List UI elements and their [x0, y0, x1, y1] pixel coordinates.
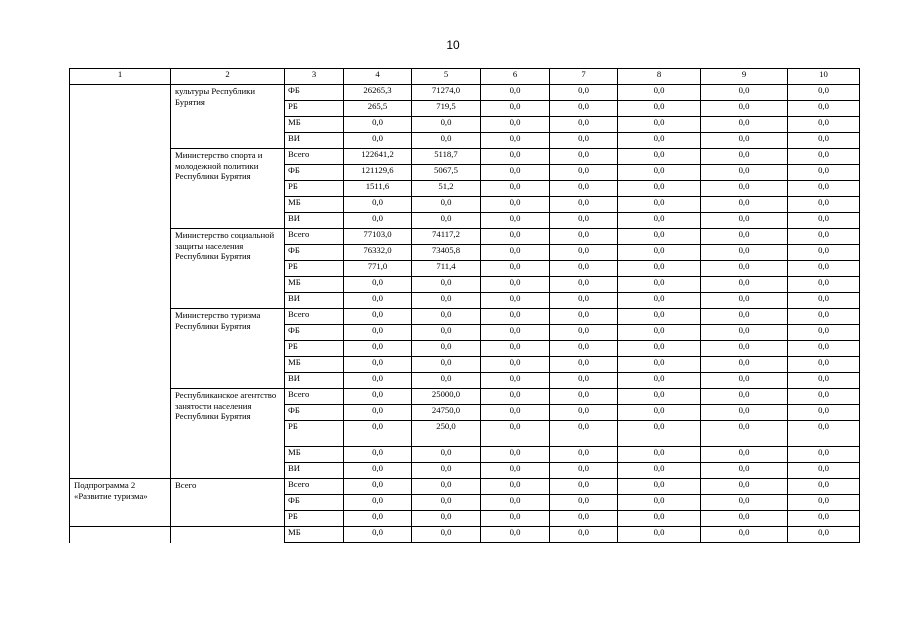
value-cell: 0,0: [344, 309, 412, 325]
value-cell: 0,0: [344, 197, 412, 213]
value-cell: 76332,0: [344, 245, 412, 261]
value-cell: 0,0: [701, 213, 788, 229]
value-cell: 51,2: [412, 181, 481, 197]
value-cell: 0,0: [412, 309, 481, 325]
section-cell: [70, 527, 171, 543]
organization-cell: Министерство туризма Республики Бурятия: [171, 309, 285, 389]
table-row: [70, 389, 860, 405]
column-header: 4: [344, 69, 412, 85]
value-cell: 0,0: [412, 213, 481, 229]
value-cell: 0,0: [788, 197, 860, 213]
value-cell: 0,0: [344, 373, 412, 389]
value-cell: 0,0: [412, 117, 481, 133]
value-cell: 0,0: [618, 149, 701, 165]
value-cell: 0,0: [701, 229, 788, 245]
value-cell: 0,0: [618, 325, 701, 341]
fund-source-cell: РБ: [285, 181, 344, 197]
value-cell: 771,0: [344, 261, 412, 277]
value-cell: 0,0: [550, 165, 618, 181]
value-cell: 0,0: [481, 85, 550, 101]
value-cell: 0,0: [788, 261, 860, 277]
fund-source-cell: ВИ: [285, 213, 344, 229]
value-cell: 0,0: [412, 357, 481, 373]
value-cell: 0,0: [481, 511, 550, 527]
value-cell: 0,0: [618, 165, 701, 181]
value-cell: 0,0: [412, 447, 481, 463]
column-header: 7: [550, 69, 618, 85]
value-cell: 0,0: [550, 389, 618, 405]
value-cell: 0,0: [412, 325, 481, 341]
value-cell: 0,0: [481, 197, 550, 213]
value-cell: 0,0: [701, 527, 788, 543]
fund-source-cell: ФБ: [285, 405, 344, 421]
fund-source-cell: РБ: [285, 341, 344, 357]
value-cell: 0,0: [618, 133, 701, 149]
column-header: 10: [788, 69, 860, 85]
value-cell: 0,0: [618, 373, 701, 389]
fund-source-cell: МБ: [285, 117, 344, 133]
fund-source-cell: РБ: [285, 261, 344, 277]
section-cell: Подпрограмма 2 «Развитие туризма»: [70, 479, 171, 527]
value-cell: 0,0: [701, 373, 788, 389]
value-cell: 0,0: [788, 213, 860, 229]
value-cell: 0,0: [788, 101, 860, 117]
fund-source-cell: ВИ: [285, 293, 344, 309]
fund-source-cell: РБ: [285, 421, 344, 447]
value-cell: 0,0: [618, 527, 701, 543]
value-cell: 0,0: [550, 293, 618, 309]
value-cell: 0,0: [788, 245, 860, 261]
value-cell: 0,0: [788, 293, 860, 309]
column-header: 8: [618, 69, 701, 85]
value-cell: 0,0: [550, 325, 618, 341]
table-row: [70, 149, 860, 165]
value-cell: 0,0: [788, 165, 860, 181]
value-cell: 0,0: [550, 373, 618, 389]
value-cell: 0,0: [412, 495, 481, 511]
page-number: 10: [446, 38, 460, 52]
value-cell: 0,0: [550, 213, 618, 229]
value-cell: 0,0: [344, 389, 412, 405]
value-cell: 0,0: [550, 181, 618, 197]
value-cell: 0,0: [344, 511, 412, 527]
value-cell: 0,0: [412, 511, 481, 527]
value-cell: 122641,2: [344, 149, 412, 165]
value-cell: 0,0: [412, 527, 481, 543]
value-cell: 0,0: [481, 309, 550, 325]
fund-source-cell: Всего: [285, 149, 344, 165]
value-cell: 0,0: [788, 277, 860, 293]
value-cell: 0,0: [344, 277, 412, 293]
value-cell: 0,0: [550, 405, 618, 421]
value-cell: 0,0: [701, 341, 788, 357]
column-header: 9: [701, 69, 788, 85]
value-cell: 0,0: [618, 511, 701, 527]
value-cell: 0,0: [344, 479, 412, 495]
organization-cell: Республиканское агентство занятости населения Республики Бурятия: [171, 389, 285, 479]
value-cell: 0,0: [344, 133, 412, 149]
value-cell: 0,0: [701, 447, 788, 463]
value-cell: 0,0: [550, 357, 618, 373]
fund-source-cell: МБ: [285, 357, 344, 373]
value-cell: 0,0: [701, 389, 788, 405]
value-cell: 0,0: [550, 341, 618, 357]
value-cell: 0,0: [701, 181, 788, 197]
value-cell: 0,0: [344, 495, 412, 511]
organization-cell: [171, 527, 285, 543]
value-cell: 0,0: [481, 133, 550, 149]
value-cell: 0,0: [344, 213, 412, 229]
value-cell: 0,0: [788, 479, 860, 495]
value-cell: 0,0: [788, 373, 860, 389]
value-cell: 0,0: [481, 213, 550, 229]
value-cell: 0,0: [550, 117, 618, 133]
section-cell: [70, 85, 171, 479]
value-cell: 0,0: [481, 421, 550, 447]
value-cell: 0,0: [481, 527, 550, 543]
value-cell: 0,0: [344, 293, 412, 309]
fund-source-cell: МБ: [285, 277, 344, 293]
value-cell: 250,0: [412, 421, 481, 447]
value-cell: 0,0: [618, 117, 701, 133]
value-cell: 0,0: [481, 495, 550, 511]
value-cell: 0,0: [550, 101, 618, 117]
table-row: [70, 527, 860, 543]
value-cell: 0,0: [701, 197, 788, 213]
value-cell: 0,0: [701, 261, 788, 277]
value-cell: 0,0: [701, 277, 788, 293]
value-cell: 0,0: [481, 373, 550, 389]
value-cell: 0,0: [481, 357, 550, 373]
value-cell: 0,0: [788, 117, 860, 133]
value-cell: 0,0: [481, 447, 550, 463]
value-cell: 0,0: [550, 463, 618, 479]
value-cell: 0,0: [788, 133, 860, 149]
value-cell: 0,0: [344, 421, 412, 447]
value-cell: 0,0: [550, 277, 618, 293]
value-cell: 0,0: [481, 293, 550, 309]
value-cell: 26265,3: [344, 85, 412, 101]
value-cell: 0,0: [618, 197, 701, 213]
fund-source-cell: МБ: [285, 527, 344, 543]
value-cell: 0,0: [412, 479, 481, 495]
value-cell: 0,0: [701, 325, 788, 341]
value-cell: 0,0: [344, 117, 412, 133]
value-cell: 0,0: [344, 325, 412, 341]
value-cell: 0,0: [618, 309, 701, 325]
value-cell: 0,0: [412, 197, 481, 213]
table-row: [70, 229, 860, 245]
value-cell: 0,0: [618, 293, 701, 309]
value-cell: 0,0: [618, 213, 701, 229]
value-cell: 0,0: [701, 511, 788, 527]
value-cell: 0,0: [618, 245, 701, 261]
value-cell: 0,0: [618, 101, 701, 117]
value-cell: 0,0: [412, 341, 481, 357]
value-cell: 0,0: [550, 85, 618, 101]
value-cell: 0,0: [701, 101, 788, 117]
fund-source-cell: ФБ: [285, 495, 344, 511]
value-cell: 0,0: [481, 245, 550, 261]
fund-source-cell: МБ: [285, 197, 344, 213]
fund-source-cell: Всего: [285, 389, 344, 405]
value-cell: 0,0: [344, 447, 412, 463]
value-cell: 0,0: [788, 85, 860, 101]
value-cell: 0,0: [788, 309, 860, 325]
value-cell: 0,0: [788, 421, 860, 447]
value-cell: 0,0: [788, 447, 860, 463]
fund-source-cell: МБ: [285, 447, 344, 463]
value-cell: 0,0: [701, 165, 788, 181]
value-cell: 0,0: [481, 165, 550, 181]
value-cell: 1511,6: [344, 181, 412, 197]
value-cell: 5067,5: [412, 165, 481, 181]
value-cell: 711,4: [412, 261, 481, 277]
budget-table: [69, 68, 860, 543]
value-cell: 0,0: [788, 463, 860, 479]
value-cell: 0,0: [618, 229, 701, 245]
value-cell: 0,0: [788, 389, 860, 405]
value-cell: 0,0: [701, 309, 788, 325]
value-cell: 0,0: [481, 325, 550, 341]
value-cell: 0,0: [550, 133, 618, 149]
value-cell: 24750,0: [412, 405, 481, 421]
value-cell: 0,0: [618, 405, 701, 421]
value-cell: 0,0: [481, 463, 550, 479]
column-header: 5: [412, 69, 481, 85]
value-cell: 0,0: [481, 405, 550, 421]
value-cell: 0,0: [618, 389, 701, 405]
column-header: 1: [70, 69, 171, 85]
value-cell: 121129,6: [344, 165, 412, 181]
value-cell: 0,0: [550, 149, 618, 165]
value-cell: 0,0: [788, 405, 860, 421]
value-cell: 0,0: [788, 357, 860, 373]
value-cell: 0,0: [618, 341, 701, 357]
value-cell: 5118,7: [412, 149, 481, 165]
value-cell: 0,0: [618, 85, 701, 101]
column-header: 3: [285, 69, 344, 85]
value-cell: 0,0: [701, 479, 788, 495]
fund-source-cell: Всего: [285, 229, 344, 245]
value-cell: 0,0: [701, 405, 788, 421]
value-cell: 0,0: [481, 341, 550, 357]
value-cell: 0,0: [550, 495, 618, 511]
fund-source-cell: ФБ: [285, 165, 344, 181]
value-cell: 73405,8: [412, 245, 481, 261]
table-row: [70, 309, 860, 325]
value-cell: 0,0: [701, 85, 788, 101]
fund-source-cell: Всего: [285, 479, 344, 495]
organization-cell: Всего: [171, 479, 285, 527]
value-cell: 0,0: [618, 479, 701, 495]
value-cell: 0,0: [344, 527, 412, 543]
value-cell: 0,0: [550, 245, 618, 261]
value-cell: 0,0: [344, 357, 412, 373]
value-cell: 0,0: [618, 447, 701, 463]
value-cell: 0,0: [618, 463, 701, 479]
value-cell: 0,0: [550, 527, 618, 543]
value-cell: 0,0: [618, 277, 701, 293]
value-cell: 0,0: [701, 293, 788, 309]
fund-source-cell: ФБ: [285, 325, 344, 341]
value-cell: 0,0: [481, 149, 550, 165]
column-header: 6: [481, 69, 550, 85]
value-cell: 0,0: [701, 133, 788, 149]
value-cell: 0,0: [550, 309, 618, 325]
value-cell: 0,0: [344, 341, 412, 357]
value-cell: 0,0: [701, 245, 788, 261]
value-cell: 0,0: [701, 421, 788, 447]
header-row: [70, 69, 860, 85]
value-cell: 0,0: [788, 229, 860, 245]
value-cell: 0,0: [550, 479, 618, 495]
value-cell: 0,0: [550, 447, 618, 463]
value-cell: 0,0: [618, 261, 701, 277]
value-cell: 0,0: [701, 149, 788, 165]
value-cell: 0,0: [481, 479, 550, 495]
fund-source-cell: Всего: [285, 309, 344, 325]
value-cell: 0,0: [481, 181, 550, 197]
value-cell: 0,0: [412, 463, 481, 479]
value-cell: 0,0: [481, 117, 550, 133]
fund-source-cell: ВИ: [285, 373, 344, 389]
value-cell: 719,5: [412, 101, 481, 117]
fund-source-cell: ВИ: [285, 463, 344, 479]
organization-cell: Министерство социальной защиты населения Республики Бурятия: [171, 229, 285, 309]
value-cell: 0,0: [550, 229, 618, 245]
value-cell: 0,0: [701, 117, 788, 133]
fund-source-cell: РБ: [285, 511, 344, 527]
value-cell: 0,0: [618, 181, 701, 197]
table-row: [70, 479, 860, 495]
value-cell: 0,0: [618, 495, 701, 511]
value-cell: 0,0: [550, 197, 618, 213]
value-cell: 0,0: [550, 261, 618, 277]
fund-source-cell: ФБ: [285, 245, 344, 261]
value-cell: 0,0: [481, 277, 550, 293]
value-cell: 0,0: [412, 277, 481, 293]
fund-source-cell: ФБ: [285, 85, 344, 101]
organization-cell: Министерство спорта и молодежной политики Республики Бурятия: [171, 149, 285, 229]
value-cell: 0,0: [412, 293, 481, 309]
value-cell: 0,0: [788, 495, 860, 511]
value-cell: 0,0: [788, 511, 860, 527]
value-cell: 0,0: [481, 261, 550, 277]
value-cell: 0,0: [481, 229, 550, 245]
column-header: 2: [171, 69, 285, 85]
value-cell: 0,0: [481, 101, 550, 117]
value-cell: 0,0: [788, 341, 860, 357]
value-cell: 0,0: [550, 511, 618, 527]
fund-source-cell: РБ: [285, 101, 344, 117]
organization-cell: культуры Республики Бурятия: [171, 85, 285, 149]
value-cell: 0,0: [701, 357, 788, 373]
value-cell: 0,0: [788, 149, 860, 165]
value-cell: 0,0: [344, 463, 412, 479]
value-cell: 77103,0: [344, 229, 412, 245]
value-cell: 0,0: [412, 373, 481, 389]
value-cell: 0,0: [788, 527, 860, 543]
fund-source-cell: ВИ: [285, 133, 344, 149]
value-cell: 0,0: [701, 495, 788, 511]
value-cell: 0,0: [618, 421, 701, 447]
value-cell: 265,5: [344, 101, 412, 117]
value-cell: 0,0: [481, 389, 550, 405]
value-cell: 71274,0: [412, 85, 481, 101]
value-cell: 0,0: [344, 405, 412, 421]
value-cell: 74117,2: [412, 229, 481, 245]
value-cell: 0,0: [788, 181, 860, 197]
value-cell: 0,0: [788, 325, 860, 341]
value-cell: 0,0: [550, 421, 618, 447]
table-row: [70, 85, 860, 101]
value-cell: 0,0: [701, 463, 788, 479]
value-cell: 25000,0: [412, 389, 481, 405]
value-cell: 0,0: [618, 357, 701, 373]
value-cell: 0,0: [412, 133, 481, 149]
